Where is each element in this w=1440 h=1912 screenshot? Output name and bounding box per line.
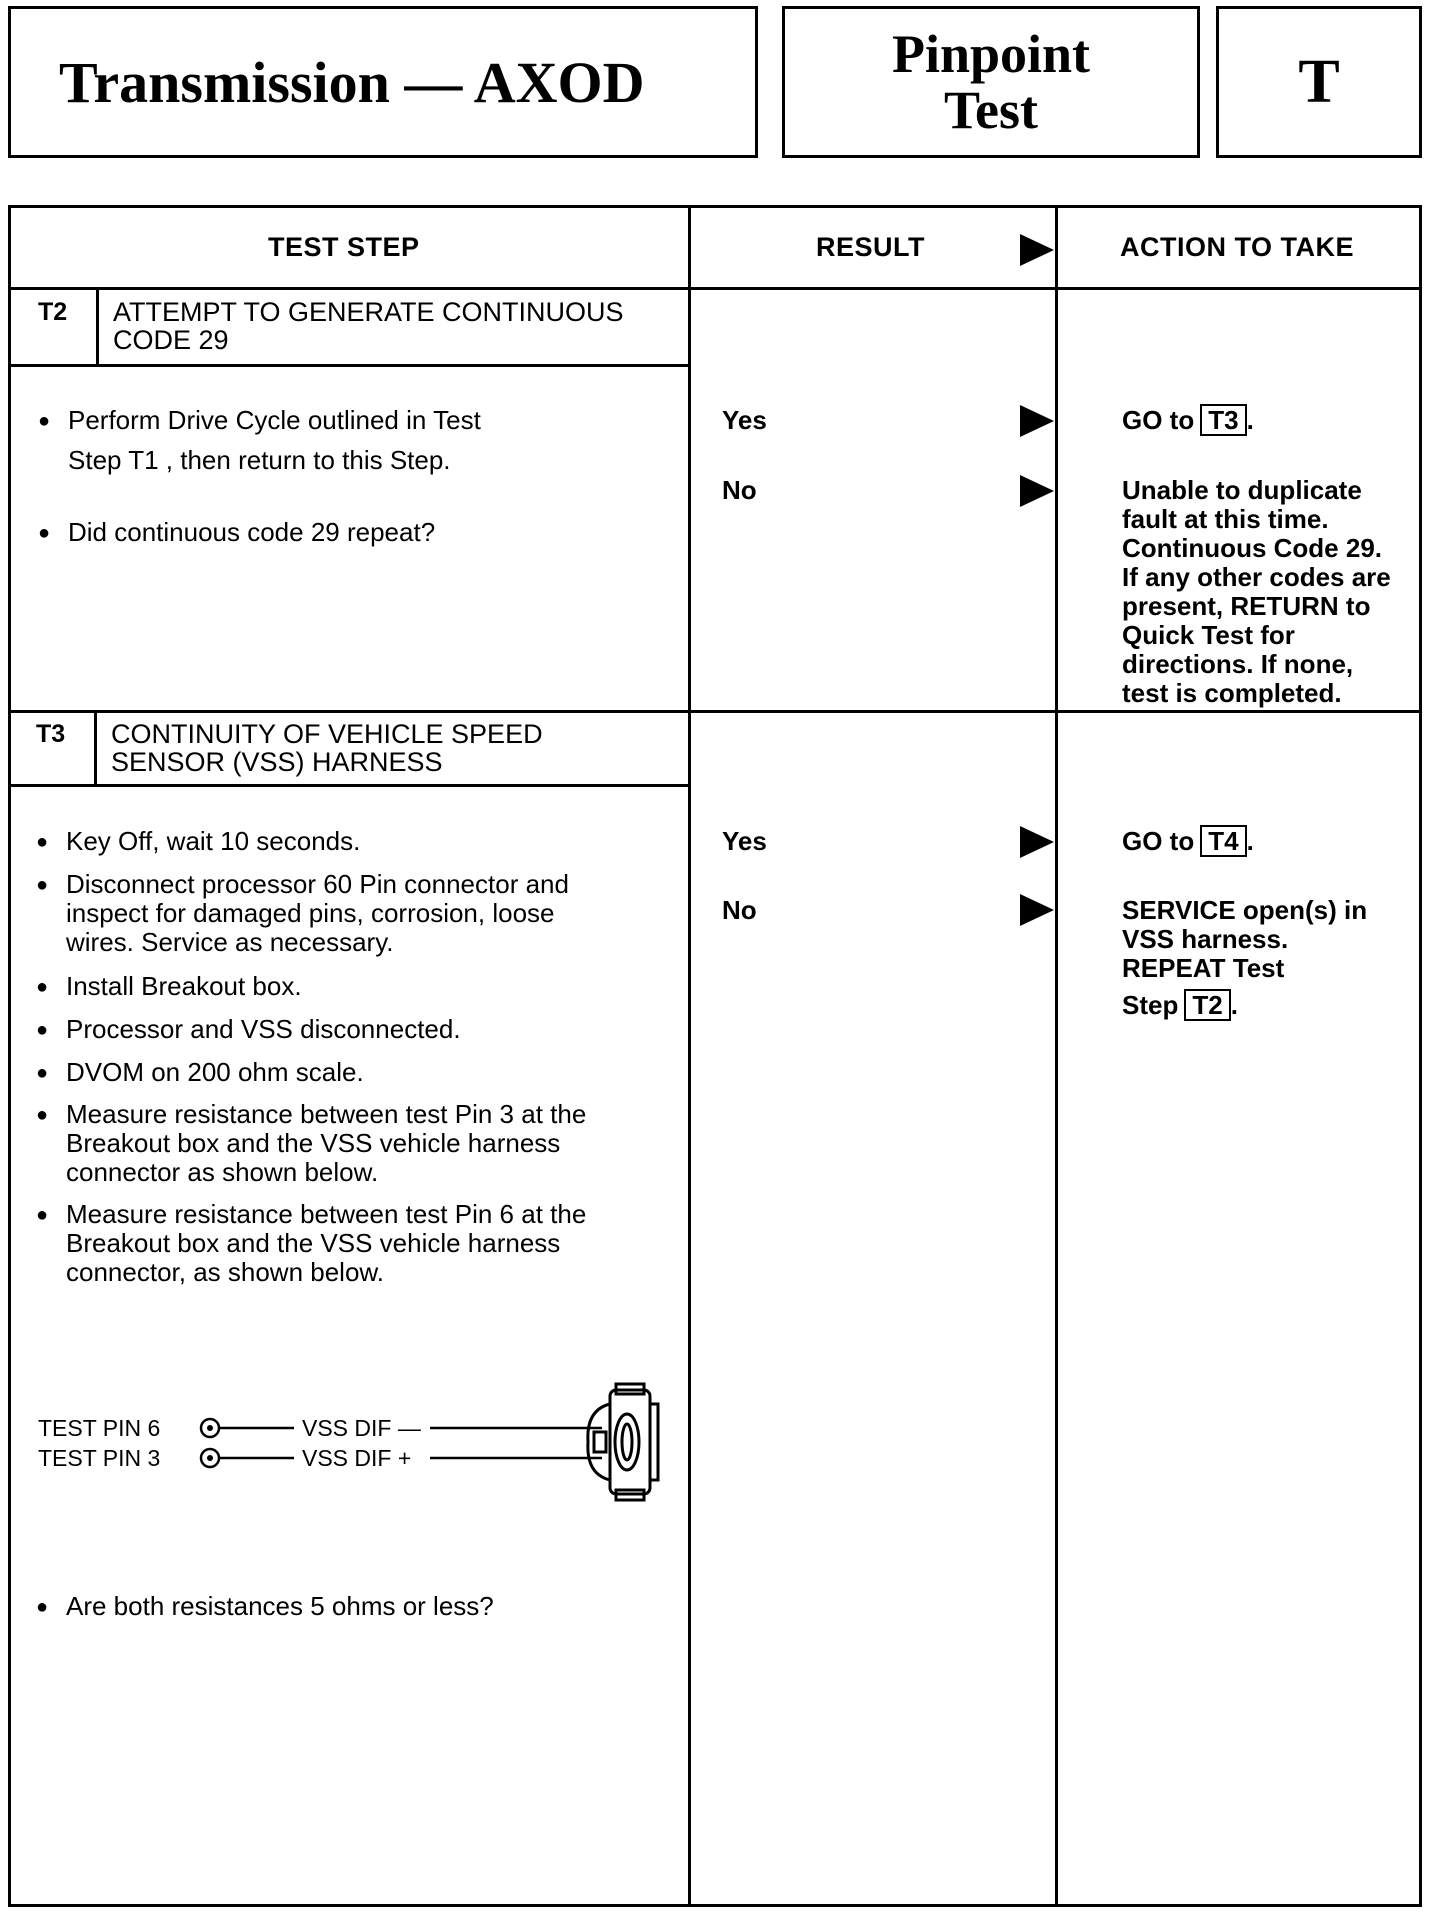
t2-number-divider: [96, 287, 99, 365]
t2-action-no-line: test is completed.: [1122, 678, 1342, 708]
t2-action-no: [1122, 476, 1391, 708]
t2-action-no-line: present, RETURN to: [1122, 591, 1371, 621]
t2-step-2: [68, 518, 435, 547]
header-row-divider: [8, 287, 1422, 290]
vss-dif-plus-label: VSS DIF +: [298, 1444, 415, 1473]
t3-result-no: No: [722, 895, 757, 925]
t3-action-no-step-prefix: Step: [1122, 990, 1179, 1020]
t3-step-2: [66, 870, 569, 957]
t2-step-1: [68, 406, 481, 435]
t2-result-yes: Yes: [722, 405, 767, 435]
t3-question-text: Are both resistances 5 ohms or less?: [66, 1591, 494, 1621]
t3-title-line1: CONTINUITY OF VEHICLE SPEED: [111, 719, 543, 749]
column-divider-action: [1055, 205, 1058, 1907]
t3-action-no-line: VSS harness.: [1122, 924, 1289, 954]
t2-step-number: T2: [38, 298, 68, 326]
t3-step-line: connector as shown below.: [66, 1157, 379, 1187]
t2-action-ref-t3: T3: [1200, 404, 1246, 436]
t3-step-line: ● Measure resistance between test Pin 6 at the: [66, 1199, 587, 1229]
t3-step-line: ● Processor and VSS disconnected.: [66, 1014, 461, 1044]
t2-no-arrow-icon: [1020, 475, 1054, 507]
action-header: ACTION TO TAKE: [1120, 232, 1354, 262]
t2-action-no-line: Unable to duplicate: [1122, 475, 1362, 505]
t3-no-arrow-icon: [1020, 894, 1054, 926]
t3-step-line: inspect for damaged pins, corrosion, loose: [66, 898, 555, 928]
t3-step-3: [66, 972, 302, 1001]
t3-yes-arrow-icon: [1020, 826, 1054, 858]
result-header: RESULT: [816, 232, 925, 262]
t3-step-line: wires. Service as necessary.: [66, 927, 394, 957]
t2-action-no-line: Continuous Code 29.: [1122, 533, 1382, 563]
test-pin-6-label: TEST PIN 6: [38, 1415, 161, 1441]
column-divider-result: [688, 205, 691, 1907]
t3-result-yes: Yes: [722, 826, 767, 856]
t2-result-no: No: [722, 475, 757, 505]
document-title-text: Transmission — AXOD: [59, 49, 645, 115]
test-label: Test: [943, 80, 1039, 140]
section-letter: T: [1298, 47, 1340, 116]
t3-step-line: ● Measure resistance between test Pin 3 at the: [66, 1099, 587, 1129]
pin3-terminal-icon: [201, 1449, 219, 1467]
t3-step-line: Breakout box and the VSS vehicle harness: [66, 1128, 561, 1158]
t2-title-line2: CODE 29: [113, 325, 229, 355]
t2-step-2-text: Did continuous code 29 repeat?: [68, 517, 436, 547]
t3-question: [66, 1592, 494, 1621]
t3-action-ref-t2: T2: [1184, 989, 1230, 1021]
pinpoint-test-box: [782, 6, 1200, 158]
t3-number-divider: [94, 710, 97, 786]
test-pin-3-label: TEST PIN 3: [38, 1445, 161, 1471]
t3-action-no-line: REPEAT Test: [1122, 953, 1285, 983]
t3-step-line: ● Install Breakout box.: [66, 971, 302, 1001]
pin6-terminal-icon: [201, 1419, 219, 1437]
t3-step-number: T3: [36, 720, 66, 748]
t3-step-line: ● Key Off, wait 10 seconds.: [66, 826, 361, 856]
t3-action-yes: GO to T4 .: [1122, 826, 1254, 856]
vss-wiring-diagram: [190, 1380, 670, 1510]
t2-action-yes: GO to T3 .: [1122, 405, 1254, 435]
t3-step-6: [66, 1100, 586, 1187]
t3-step-line: Breakout box and the VSS vehicle harness: [66, 1228, 561, 1258]
pinpoint-label: Pinpoint: [891, 24, 1091, 84]
t2-action-yes-prefix: GO to: [1122, 405, 1195, 435]
t3-step-4: [66, 1015, 461, 1044]
t3-action-no-line: SERVICE open(s) in: [1122, 895, 1368, 925]
t3-step-7: [66, 1200, 586, 1287]
t3-action-ref-t4: T4: [1200, 825, 1246, 857]
test-step-header: TEST STEP: [268, 232, 420, 262]
t3-step-line: ● Disconnect processor 60 Pin connector and: [66, 869, 569, 899]
t2-step-1-line2: Step T1 , then return to this Step.: [68, 445, 451, 475]
t2-step-1-line1: Perform Drive Cycle outlined in Test: [68, 405, 481, 435]
t3-step-line: ● DVOM on 200 ohm scale.: [66, 1057, 364, 1087]
t2-title-line1: ATTEMPT TO GENERATE CONTINUOUS: [113, 297, 624, 327]
t3-title-bottom: [8, 784, 690, 787]
document-title: [8, 6, 758, 158]
t3-action-no-step: Step T2 .: [1122, 990, 1238, 1020]
vss-connector-icon: [588, 1384, 658, 1500]
t2-action-no-line: Quick Test for: [1122, 620, 1295, 650]
t2-action-no-line: If any other codes are: [1122, 562, 1391, 592]
t3-step-1: [66, 827, 360, 856]
t3-title-line2: SENSOR (VSS) HARNESS: [111, 747, 443, 777]
t3-step-line: connector, as shown below.: [66, 1257, 384, 1287]
section-letter-box: [1216, 6, 1422, 158]
t3-action-no: [1122, 896, 1367, 1021]
t2-yes-arrow-icon: [1020, 405, 1054, 437]
t2-title-bottom: [8, 364, 690, 367]
t2-action-no-line: fault at this time.: [1122, 504, 1329, 534]
t2-action-no-line: directions. If none,: [1122, 649, 1354, 679]
t3-action-yes-prefix: GO to: [1122, 826, 1195, 856]
t2-t3-divider: [8, 710, 1422, 713]
t3-step-5: [66, 1058, 364, 1087]
result-header-arrow-icon: [1020, 234, 1054, 266]
vss-dif-minus-label: VSS DIF —: [298, 1414, 425, 1443]
